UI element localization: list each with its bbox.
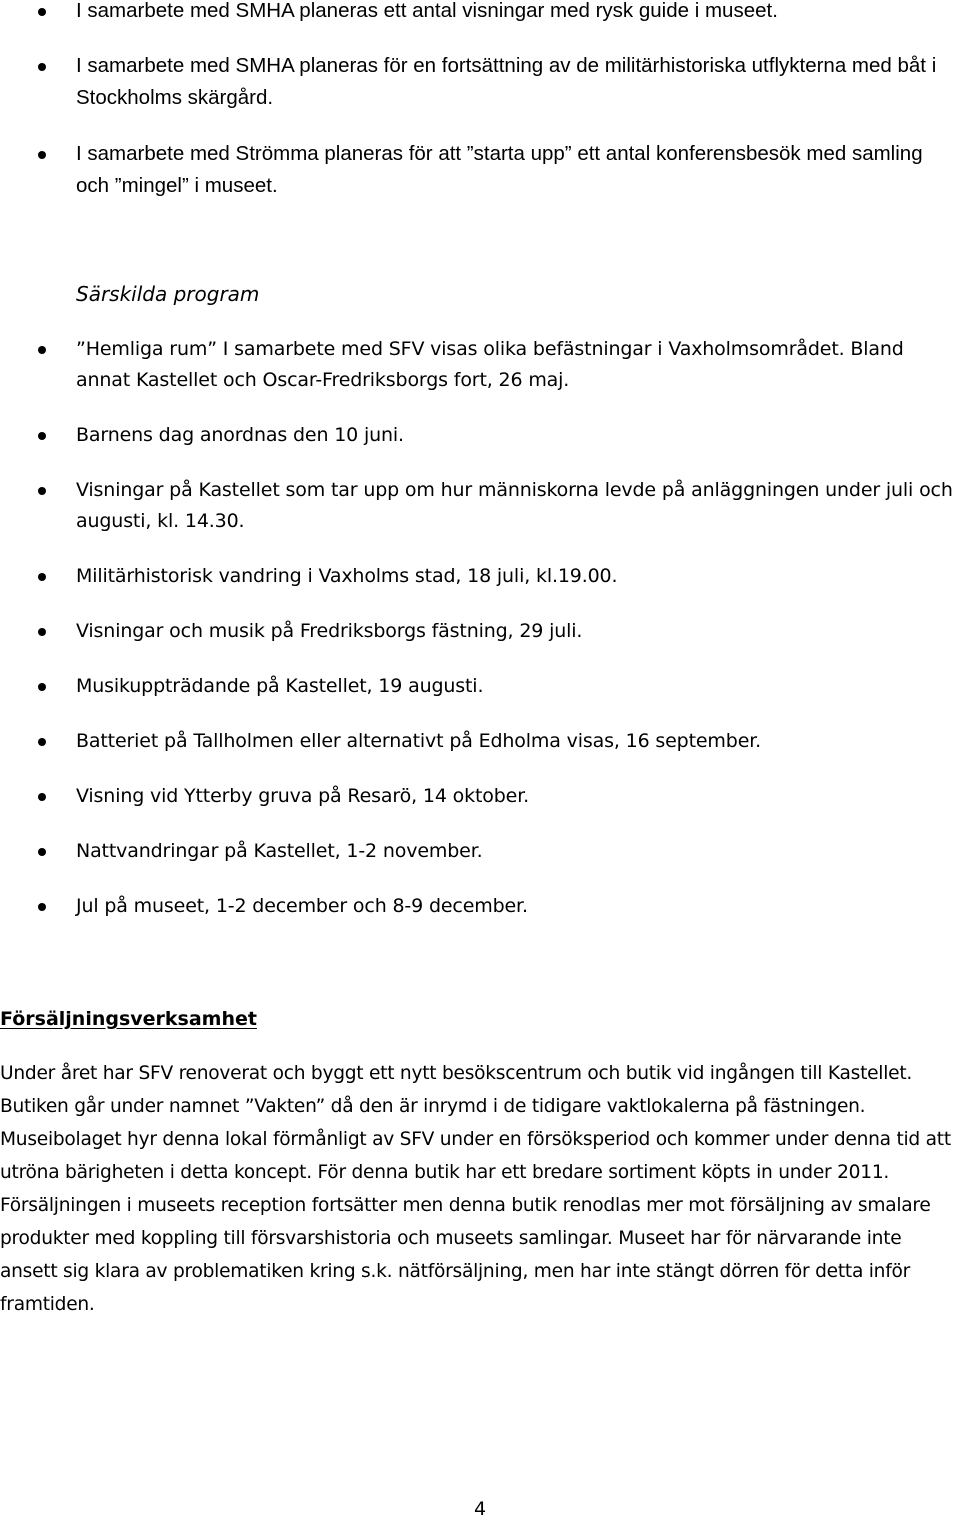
list-item-text: Militärhistorisk vandring i Vaxholms stad, 18 juli, kl.19.00.: [76, 565, 618, 587]
list-item: [0, 616, 960, 647]
bullet-icon: [38, 903, 46, 911]
bullet-icon: [38, 628, 46, 636]
bullet-icon: [38, 793, 46, 801]
sales-paragraph: Under året har SFV renoverat och byggt ett nytt besökscentrum och butik vid ingången till Kastellet. Butiken går under namnet ”Vakten” då den är inrymd i de tidigare vaktlokalerna på fästningen. Museibolaget hyr denna lokal förmånligt av SFV under en försöksperiod och kommer under denna tid att utröna bärigheten i detta koncept. För denna butik har ett bredare sortiment köpts in under 2011. Försäljningen i museets reception fortsätter men denna butik renodlas mer mot försäljning av smalare produkter med koppling till försvarshistoria och museets samlingar. Museet har för närvarande inte ansett sig klara av problematiken kring s.k. nätförsäljning, men har inte stängt dörren för detta inför framtiden.: [0, 1063, 951, 1315]
list-item-text: I samarbete med SMHA planeras ett antal visningar med rysk guide i museet.: [76, 0, 778, 22]
bullet-icon: [38, 738, 46, 746]
bullet-icon: [38, 848, 46, 856]
bullet-icon: [38, 151, 46, 159]
list-item-text: Visningar på Kastellet som tar upp om hur människorna levde på anläggningen under juli och augusti, kl. 14.30.: [76, 479, 953, 532]
list-item-text: ”Hemliga rum” I samarbete med SFV visas olika befästningar i Vaxholmsområdet. Bland annat Kastellet och Oscar-Fredriksborgs fort, 26 maj.: [76, 338, 904, 391]
list-item: [0, 891, 960, 922]
list-item: [0, 561, 960, 592]
list-item: [0, 334, 960, 396]
list-item-text: Nattvandringar på Kastellet, 1-2 november.: [76, 840, 483, 862]
sales-heading: Försäljningsverksamhet: [0, 1008, 257, 1030]
list-item-text: Visningar och musik på Fredriksborgs fästning, 29 juli.: [76, 620, 583, 642]
bullet-icon: [38, 346, 46, 354]
list-item: [0, 475, 960, 537]
list-item-text: Musikuppträdande på Kastellet, 19 augusti.: [76, 675, 484, 697]
list-item: [0, 671, 960, 702]
list-item: [0, 836, 960, 867]
list-item: [0, 50, 960, 115]
bullet-icon: [38, 432, 46, 440]
list-item: [0, 138, 960, 203]
bullet-icon: [38, 683, 46, 691]
list-item: [0, 0, 960, 28]
list-item: [0, 781, 960, 812]
list-item-text: Jul på museet, 1-2 december och 8-9 december.: [76, 895, 528, 917]
list-item-text: Visning vid Ytterby gruva på Resarö, 14 oktober.: [76, 785, 530, 807]
collaboration-list: [0, 0, 960, 225]
list-item-text: Batteriet på Tallholmen eller alternativt på Edholma visas, 16 september.: [76, 730, 762, 752]
list-item-text: Barnens dag anordnas den 10 juni.: [76, 424, 404, 446]
bullet-icon: [38, 487, 46, 495]
bullet-icon: [38, 8, 46, 16]
list-item-text: I samarbete med SMHA planeras för en fortsättning av de militärhistoriska utflykterna med båt i Stockholms skärgård.: [76, 53, 937, 109]
special-program-heading: Särskilda program: [76, 282, 260, 306]
list-item-text: I samarbete med Strömma planeras för att ”starta upp” ett antal konferensbesök med samling och ”mingel” i museet.: [76, 141, 923, 197]
program-list: [0, 334, 960, 946]
bullet-icon: [38, 573, 46, 581]
page-number: 4: [473, 1498, 487, 1520]
bullet-icon: [38, 63, 46, 71]
list-item: [0, 420, 960, 451]
list-item: [0, 726, 960, 757]
